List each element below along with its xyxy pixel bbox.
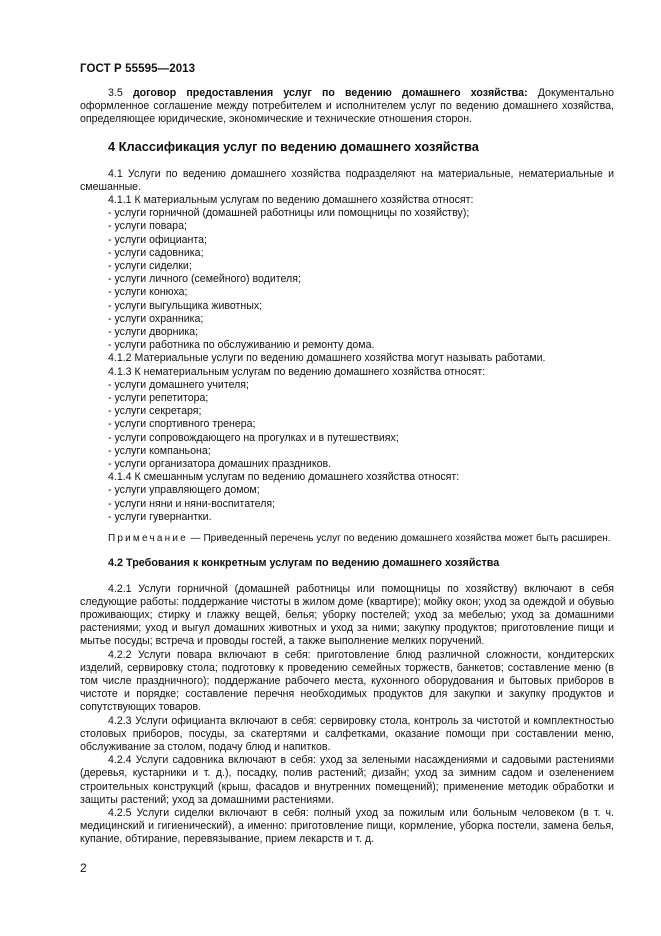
nonmaterial-services-list	[80, 379, 614, 471]
material-services-list	[80, 207, 614, 352]
list-item: - услуги садовника;	[108, 246, 204, 259]
clause-4-2-2: 4.2.2 Услуги повара включают в себя: приготовление блюд различной сложности, кондитерских изделий, сервировку стола; подготовку к проведению семейных торжеств, банкетов; составление меню (в том числе праздничного); поддержание рабочего места, кухонного оборудования и бытовых приборов в чистоте и порядке; составление перечня необходимых продуктов для закупки и закупку продуктов и сопутствующих товаров.	[80, 648, 614, 714]
term-text: Документально оформленное соглашение между потребителем и исполнителем услуг по ведению домашнего хозяйства, определяющее юридические, экономические и технические отношения сторон.	[80, 87, 614, 126]
term-name: договор предоставления услуг по ведению домашнего хозяйства:	[132, 87, 528, 99]
page-number: 2	[80, 861, 87, 875]
term-number: 3.5	[108, 87, 123, 99]
list-item: - услуги репетитора;	[108, 392, 209, 405]
mixed-services-list	[80, 484, 614, 524]
clause-4-1-4: 4.1.4 К смешанным услугам по ведению домашнего хозяйства относят:	[108, 471, 460, 484]
list-item: - услуги официанта;	[108, 233, 207, 246]
note	[80, 532, 614, 545]
clause-4-1-1: 4.1.1 К материальным услугам по ведению домашнего хозяйства относят:	[108, 194, 474, 207]
list-item: - услуги сиделки;	[108, 260, 192, 273]
list-item: - услуги выгульщика животных;	[108, 299, 263, 312]
section-4-title: 4 Классификация услуг по ведению домашнего хозяйства	[108, 138, 479, 154]
note-text: — Приведенный перечень услуг по ведению домашнего хозяйства может быть расширен.	[190, 533, 611, 545]
list-item: - услуги горничной (домашней работницы или помощницы по хозяйству);	[108, 207, 470, 220]
note-label: Примечание	[108, 533, 188, 545]
list-item: - услуги организатора домашних праздников.	[108, 458, 332, 471]
list-item: - услуги компаньона;	[108, 444, 211, 457]
section-4-2-title: 4.2 Требования к конкретным услугам по ведению домашнего хозяйства	[108, 557, 500, 570]
list-item: - услуги гувернантки.	[108, 510, 212, 523]
clause-4-2-5: 4.2.5 Услуги сиделки включают в себя: полный уход за пожилым или больным человеком (в т. ч. медицинский и гигиенический), а именно: приготовление пищи, кормление, уборка постели, замена белья, купание, обтирание, перевязывание, прием лекарств и т. д.	[80, 806, 614, 846]
list-item: - услуги сопровождающего на прогулках и в путешествиях;	[108, 431, 399, 444]
list-item: - услуги управляющего домом;	[108, 484, 260, 497]
list-item: - услуги работника по обслуживанию и ремонту дома.	[108, 339, 375, 352]
list-item: - услуги спортивного тренера;	[108, 418, 256, 431]
list-item: - услуги няни и няни-воспитателя;	[108, 497, 276, 510]
list-item: - услуги охранника;	[108, 312, 204, 325]
list-item: - услуги личного (семейного) водителя;	[108, 273, 301, 286]
clause-4-2-4: 4.2.4 Услуги садовника включают в себя: уход за зелеными насаждениями и садовыми растениями (деревья, кустарники и т. д.), посадку, полив растений; дизайн; уход за зимним садом и озеленением строительных конструкций (крыш, фасадов и внутренних помещений); применение методик обработки и защиты растений; уход за домашними растениями.	[80, 754, 614, 806]
document-id-header: ГОСТ Р 55595—2013	[80, 63, 196, 75]
list-item: - услуги повара;	[108, 220, 187, 233]
list-item: - услуги домашнего учителя;	[108, 378, 249, 391]
list-item: - услуги конюха;	[108, 286, 188, 299]
term-definition	[80, 87, 614, 127]
clause-4-1-3: 4.1.3 К нематериальным услугам по ведению домашнего хозяйства относят:	[108, 365, 486, 378]
clause-4-2-3: 4.2.3 Услуги официанта включают в себя: сервировку стола, контроль за чистотой и комплектностью столовых приборов, посуды, за скатертями и салфетками, оказание помощи при составлении меню, обслуживание за столом, подачу блюд и напитков.	[80, 714, 614, 753]
document-body	[80, 87, 614, 847]
list-item: - услуги секретаря;	[108, 405, 202, 418]
clause-4-1-2: 4.1.2 Материальные услуги по ведению домашнего хозяйства могут называть работами.	[108, 352, 546, 365]
clause-4-2-1: 4.2.1 Услуги горничной (домашней работницы или помощницы по хозяйству) включают в себя следующие работы: поддержание чистоты в жилом доме (квартире); мойку окон; уход за одеждой и обувью проживающих; стирку и глажку вещей, белья; уборку постелей; уход за мебелью; уход за домашними растениями; уход и выгул домашних животных и уход за ними; закупку продуктов; приготовление пищи и мытье посуды; встреча и проводы гостей, а также выполнение мелких поручений.	[80, 582, 614, 648]
clause-4-1: 4.1 Услуги по ведению домашнего хозяйства подразделяют на материальные, нематериальные и смешанные.	[80, 167, 614, 193]
list-item: - услуги дворника;	[108, 326, 199, 339]
